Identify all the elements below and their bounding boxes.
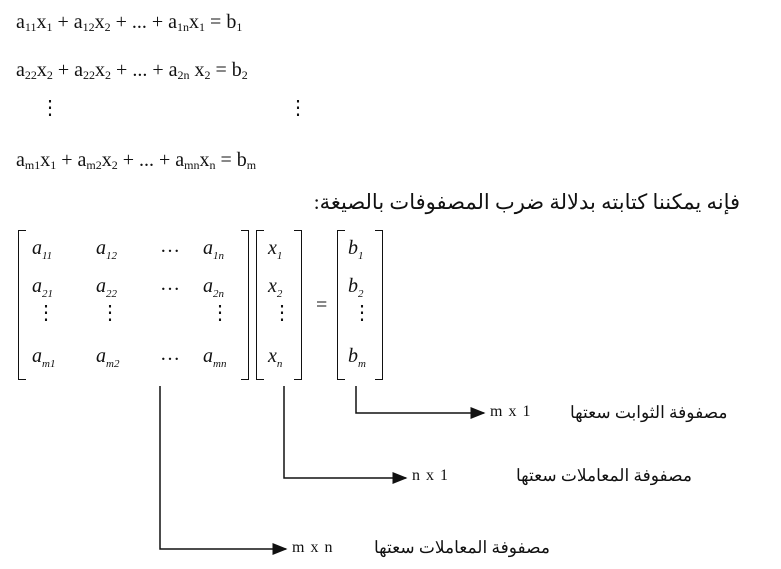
vector-b-cell: $b_2$ [348, 275, 364, 300]
vertical-ellipsis-right: ⋮ [288, 97, 308, 119]
matrix-a-cell: $a_{m2}$ [96, 345, 120, 370]
equation-row-m: $a_{m1}x_1 + a_{m2}x_2$ + ... + $a_{mn}x_n = b_m$ [16, 149, 257, 172]
matrix-a-cell: $a_{2n}$ [203, 275, 224, 300]
constants-label: مصفوفة الثوابت سعتها [570, 403, 728, 422]
constants-arrow [356, 386, 484, 413]
equation-row-2: $a_{22}x_2 + a_{22}x_2$ + ... + $a_{2n}$ $x_2 = b_2$ [16, 59, 248, 82]
matrix-a-cell: $a_{m1}$ [32, 345, 56, 370]
vector-x-cell: $x_2$ [268, 275, 283, 300]
matrix-a-cell: $a_{11}$ [32, 237, 53, 262]
matrix-a-cell: $a_{mn}$ [203, 345, 227, 370]
constants-dimension: m x 1 [490, 403, 532, 420]
horizontal-ellipsis: … [160, 343, 180, 365]
matrix-form-heading: فإنه يمكننا كتابته بدلالة ضرب المصفوفات بالصيغة: [313, 190, 740, 214]
vertical-ellipsis: ⋮ [272, 302, 292, 324]
vector-x-cell: $x_1$ [268, 237, 283, 262]
vector-b-cell: $b_1$ [348, 237, 364, 262]
vertical-ellipsis: ⋮ [210, 302, 230, 324]
coefficients-dimension: m x n [292, 539, 334, 556]
vertical-ellipsis: ⋮ [352, 302, 372, 324]
equation-row-1: $a_{11}x_1 + a_{12}x_2$ + ... + $a_{1n}x_1 = b_1$ [16, 11, 243, 34]
vector-x-cell: $x_n$ [268, 345, 283, 370]
unknowns-dimension: n x 1 [412, 467, 449, 484]
equals-sign: = [316, 294, 328, 316]
coefficients-arrow [160, 386, 286, 549]
unknowns-arrow [284, 386, 406, 478]
horizontal-ellipsis: … [160, 235, 180, 257]
matrix-a-cell: $a_{12}$ [96, 237, 117, 262]
vector-b-cell: $b_m$ [348, 345, 366, 370]
vertical-ellipsis: ⋮ [100, 302, 120, 324]
coefficients-label: مصفوفة المعاملات سعتها [374, 538, 550, 557]
vertical-ellipsis: ⋮ [36, 302, 56, 324]
matrix-a-cell: $a_{22}$ [96, 275, 117, 300]
unknowns-label: مصفوفة المعاملات سعتها [516, 466, 692, 485]
vertical-ellipsis-left: ⋮ [40, 97, 60, 119]
matrix-a-cell: $a_{1n}$ [203, 237, 224, 262]
matrix-a-cell: $a_{21}$ [32, 275, 53, 300]
horizontal-ellipsis: … [160, 273, 180, 295]
